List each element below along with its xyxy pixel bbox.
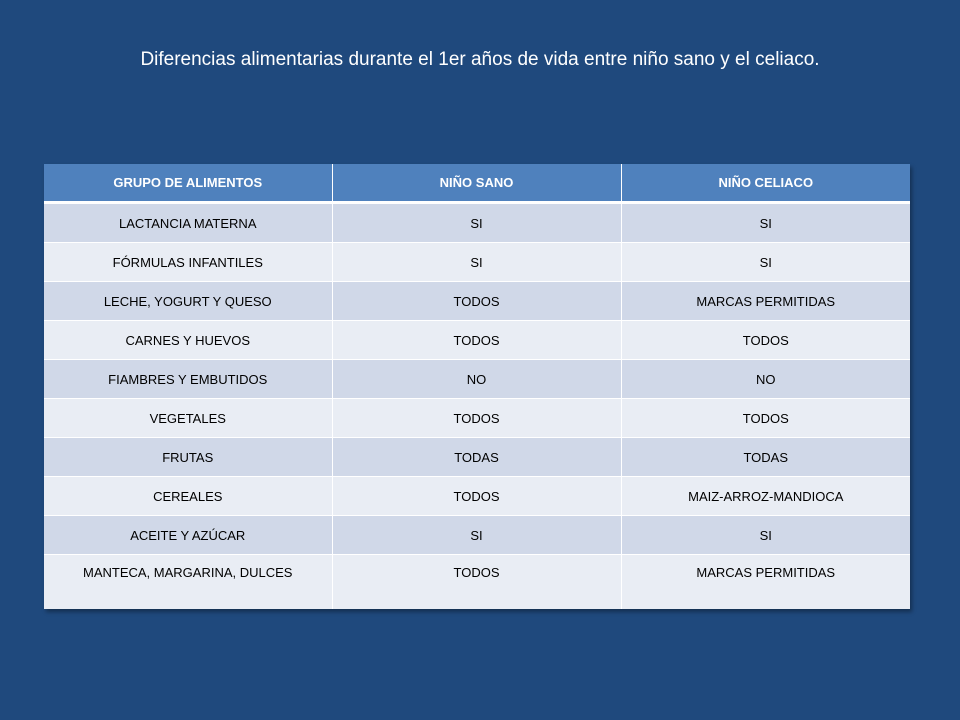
cell-celiac-child: SI <box>621 243 910 282</box>
cell-food-group: FÓRMULAS INFANTILES <box>44 243 332 282</box>
table-row <box>44 321 910 360</box>
cell-healthy-child: TODOS <box>332 555 621 609</box>
table-row <box>44 477 910 516</box>
table-row <box>44 360 910 399</box>
header-healthy-child: NIÑO SANO <box>332 164 621 203</box>
cell-healthy-child: SI <box>332 243 621 282</box>
cell-food-group: VEGETALES <box>44 399 332 438</box>
cell-celiac-child: TODOS <box>621 321 910 360</box>
table-row <box>44 399 910 438</box>
cell-celiac-child: MARCAS PERMITIDAS <box>621 555 910 609</box>
table-header-row <box>44 164 910 203</box>
cell-celiac-child: TODOS <box>621 399 910 438</box>
cell-food-group: MANTECA, MARGARINA, DULCES <box>44 555 332 609</box>
cell-food-group: FRUTAS <box>44 438 332 477</box>
food-comparison-table <box>44 164 910 609</box>
cell-food-group: CARNES Y HUEVOS <box>44 321 332 360</box>
table-row <box>44 203 910 243</box>
table-row <box>44 438 910 477</box>
cell-food-group: FIAMBRES Y EMBUTIDOS <box>44 360 332 399</box>
cell-food-group: LECHE, YOGURT Y QUESO <box>44 282 332 321</box>
table-row <box>44 282 910 321</box>
header-food-group: GRUPO DE ALIMENTOS <box>44 164 332 203</box>
cell-celiac-child: SI <box>621 516 910 555</box>
cell-celiac-child: TODAS <box>621 438 910 477</box>
cell-healthy-child: SI <box>332 516 621 555</box>
cell-healthy-child: TODOS <box>332 477 621 516</box>
cell-celiac-child: MAIZ-ARROZ-MANDIOCA <box>621 477 910 516</box>
cell-celiac-child: SI <box>621 203 910 243</box>
cell-healthy-child: TODAS <box>332 438 621 477</box>
table-row <box>44 243 910 282</box>
cell-food-group: LACTANCIA MATERNA <box>44 203 332 243</box>
cell-food-group: CEREALES <box>44 477 332 516</box>
table-row <box>44 555 910 609</box>
cell-food-group: ACEITE Y AZÚCAR <box>44 516 332 555</box>
cell-celiac-child: MARCAS PERMITIDAS <box>621 282 910 321</box>
slide-title: Diferencias alimentarias durante el 1er años de vida entre niño sano y el celiaco. <box>140 49 820 70</box>
cell-healthy-child: TODOS <box>332 321 621 360</box>
header-celiac-child: NIÑO CELIACO <box>621 164 910 203</box>
cell-celiac-child: NO <box>621 360 910 399</box>
cell-healthy-child: TODOS <box>332 282 621 321</box>
cell-healthy-child: SI <box>332 203 621 243</box>
cell-healthy-child: NO <box>332 360 621 399</box>
cell-healthy-child: TODOS <box>332 399 621 438</box>
food-comparison-table-container <box>44 164 910 609</box>
table-row <box>44 516 910 555</box>
